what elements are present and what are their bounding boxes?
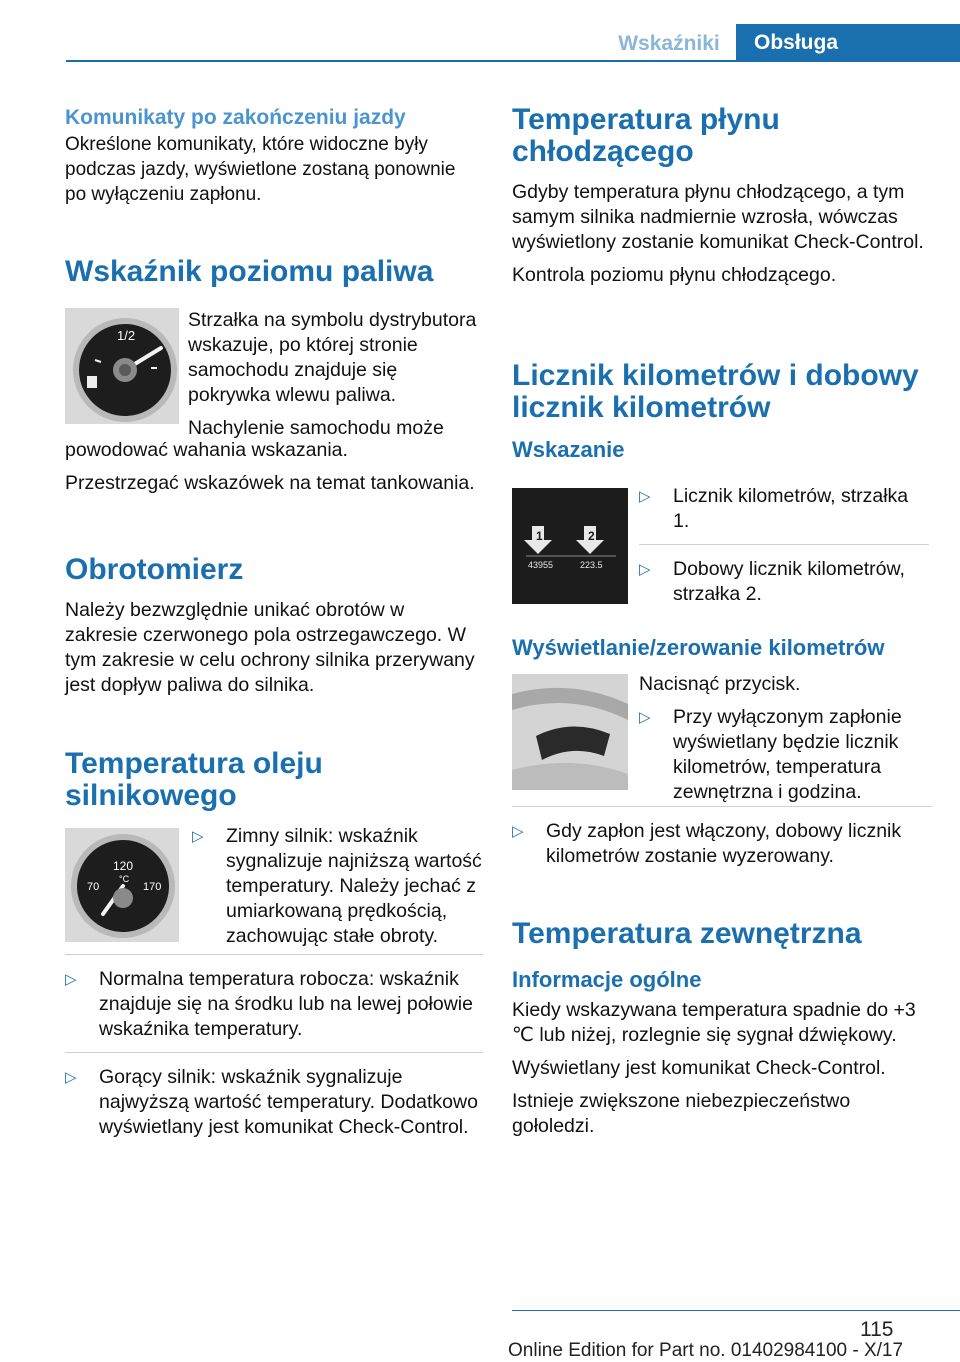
section-licznik	[512, 360, 932, 468]
heading-obrotomierz: Obrotomierz	[65, 553, 244, 586]
bullet-text: Przy wyłączonym zapłonie wyświetlany będzie licznik kilometrów, temperatura zewnętrzna i godzina.	[673, 706, 902, 803]
edition-note: Online Edition for Part no. 01402984100 - X/17	[508, 1340, 904, 1361]
odometer-value: 43955	[528, 560, 554, 570]
list-separator	[65, 954, 483, 955]
oil-temperature-gauge-icon	[65, 828, 179, 942]
olej-bullet-1-block	[192, 824, 484, 959]
section-plyn	[512, 104, 932, 296]
triangle-bullet-icon: ▷	[192, 828, 204, 845]
text-paliwo-1: Strzałka na symbolu dystrybutora wskazuje, po której stronie samochodu znajduje się pokrywka wlewu paliwa.	[188, 309, 477, 406]
oil-gauge-label-mid: 120	[113, 859, 134, 873]
header-rule	[66, 60, 960, 62]
text-obrotomierz: Należy bezwzględnie unikać obrotów w zakresie czerwonego pola ostrzegawczego. W tym zakresie w celu ochrony silnika przerywany jest dopływ paliwa do silnika.	[65, 599, 475, 696]
text-paliwo-2b: powodować wahania wskazania.	[65, 439, 348, 461]
bullet-text: Zimny silnik: wskaźnik sygnalizuje najniższą wartość temperatury. Należy jechać z umiarkowaną prędkością, zachowując stałe obroty.	[226, 825, 482, 947]
section-komunikaty	[65, 104, 480, 215]
zerowanie-bullet-2-block	[512, 802, 932, 879]
fuel-gauge-icon	[65, 308, 179, 424]
list-separator	[65, 1052, 483, 1053]
heading-komunikaty: Komunikaty po zakończeniu jazdy	[65, 106, 406, 129]
bullet-text: Dobowy licznik kilometrów, strzałka 2.	[673, 558, 905, 605]
triangle-bullet-icon: ▷	[639, 488, 651, 505]
paliwo-text-block-2	[65, 438, 480, 504]
section-zerowanie	[512, 634, 932, 666]
text-paliwo-2a: Nachylenie samochodu może	[188, 417, 444, 439]
licznik-bullets-block	[639, 484, 929, 617]
odometer-arrow-1-label: 1	[536, 529, 543, 543]
footer-rule	[512, 1310, 960, 1311]
section-obrotomierz	[65, 554, 480, 706]
text-plyn-1: Gdyby temperatura płynu chłodzącego, a tym samym silnika nadmiernie wzrosła, wówczas wyświetlony zostanie komunikat Check-Control.	[512, 181, 924, 253]
fuel-gauge-label: 1/2	[117, 328, 136, 343]
chapter-tab[interactable]	[736, 24, 960, 61]
zerowanie-text-block	[639, 672, 929, 815]
text-komunikaty: Określone komunikaty, które widoczne były podczas jazdy, wyświetlone zostaną ponownie po wyłączeniu zapłonu.	[65, 134, 456, 205]
list-item	[192, 824, 484, 949]
trip-value: 223.5	[580, 560, 603, 570]
triangle-bullet-icon: ▷	[639, 561, 651, 578]
triangle-bullet-icon: ▷	[512, 823, 524, 840]
heading-plyn: Temperatura płynu chłodzącego	[512, 103, 780, 168]
page-number: 115	[860, 1318, 894, 1341]
reset-button-image	[512, 674, 628, 790]
list-item	[512, 819, 932, 869]
triangle-bullet-icon: ▷	[65, 1069, 77, 1086]
oil-gauge-image	[65, 828, 179, 942]
list-item	[639, 557, 929, 607]
odometer-display-icon	[512, 488, 628, 604]
page-header	[0, 0, 960, 62]
section-zewnetrzna	[512, 918, 937, 1147]
heading-paliwo: Wskaźnik poziomu paliwa	[65, 255, 434, 288]
reset-button-icon	[512, 674, 628, 790]
chapter-tab-label: Obsługa	[754, 31, 839, 54]
section-paliwo	[65, 256, 480, 300]
heading-olej: Temperatura oleju silnikowego	[65, 747, 323, 812]
text-paliwo-3: Przestrzegać wskazówek na temat tankowania.	[65, 472, 475, 494]
odometer-display-image	[512, 488, 628, 604]
subheading-informacje: Informacje ogólne	[512, 967, 702, 992]
triangle-bullet-icon: ▷	[639, 709, 651, 726]
list-item	[65, 967, 483, 1042]
section-tab[interactable]: Wskaźniki	[618, 32, 720, 55]
oil-gauge-label-low: 70	[87, 881, 100, 893]
text-zerowanie: Nacisnąć przycisk.	[639, 673, 801, 695]
section-olej	[65, 748, 480, 824]
triangle-bullet-icon: ▷	[65, 971, 77, 988]
list-item	[639, 705, 929, 805]
list-separator	[512, 806, 932, 807]
odometer-arrow-2-label: 2	[588, 529, 595, 543]
oil-gauge-label-unit: °C	[119, 874, 130, 884]
olej-bullets-block	[65, 950, 483, 1150]
bullet-text: Gdy zapłon jest włączony, dobowy licznik kilometrów zostanie wyzerowany.	[546, 820, 902, 867]
heading-licznik: Licznik kilometrów i dobowy licznik kilometrów	[512, 359, 919, 424]
bullet-text: Licznik kilometrów, strzałka 1.	[673, 485, 909, 532]
text-zewnetrzna-1: Kiedy wskazywana temperatura spadnie do +3 ℃ lub niżej, rozlegnie się sygnał dźwiękowy.	[512, 999, 916, 1046]
heading-zewnetrzna: Temperatura zewnętrzna	[512, 917, 862, 950]
text-plyn-2: Kontrola poziomu płynu chłodzącego.	[512, 264, 837, 286]
bullet-text: Gorący silnik: wskaźnik sygnalizuje najwyższą wartość temperatury. Dodatkowo wyświetlany jest komunikat Check-Control.	[99, 1066, 478, 1138]
fuel-gauge-image	[65, 308, 179, 424]
list-item	[65, 1065, 483, 1140]
paliwo-text-block	[188, 308, 483, 441]
list-item	[639, 484, 929, 534]
list-separator	[639, 544, 929, 545]
subheading-zerowanie: Wyświetlanie/zerowanie kilometrów	[512, 635, 885, 660]
oil-gauge-label-high: 170	[143, 881, 162, 893]
bullet-text: Normalna temperatura robocza: wskaźnik znajduje się na środku lub na lewej połowie wskaźnika temperatury.	[99, 968, 473, 1040]
text-zewnetrzna-3: Istnieje zwiększone niebezpieczeństwo gołoledzi.	[512, 1090, 851, 1137]
subheading-wskazanie: Wskazanie	[512, 437, 625, 462]
text-zewnetrzna-2: Wyświetlany jest komunikat Check-Control.	[512, 1057, 886, 1079]
